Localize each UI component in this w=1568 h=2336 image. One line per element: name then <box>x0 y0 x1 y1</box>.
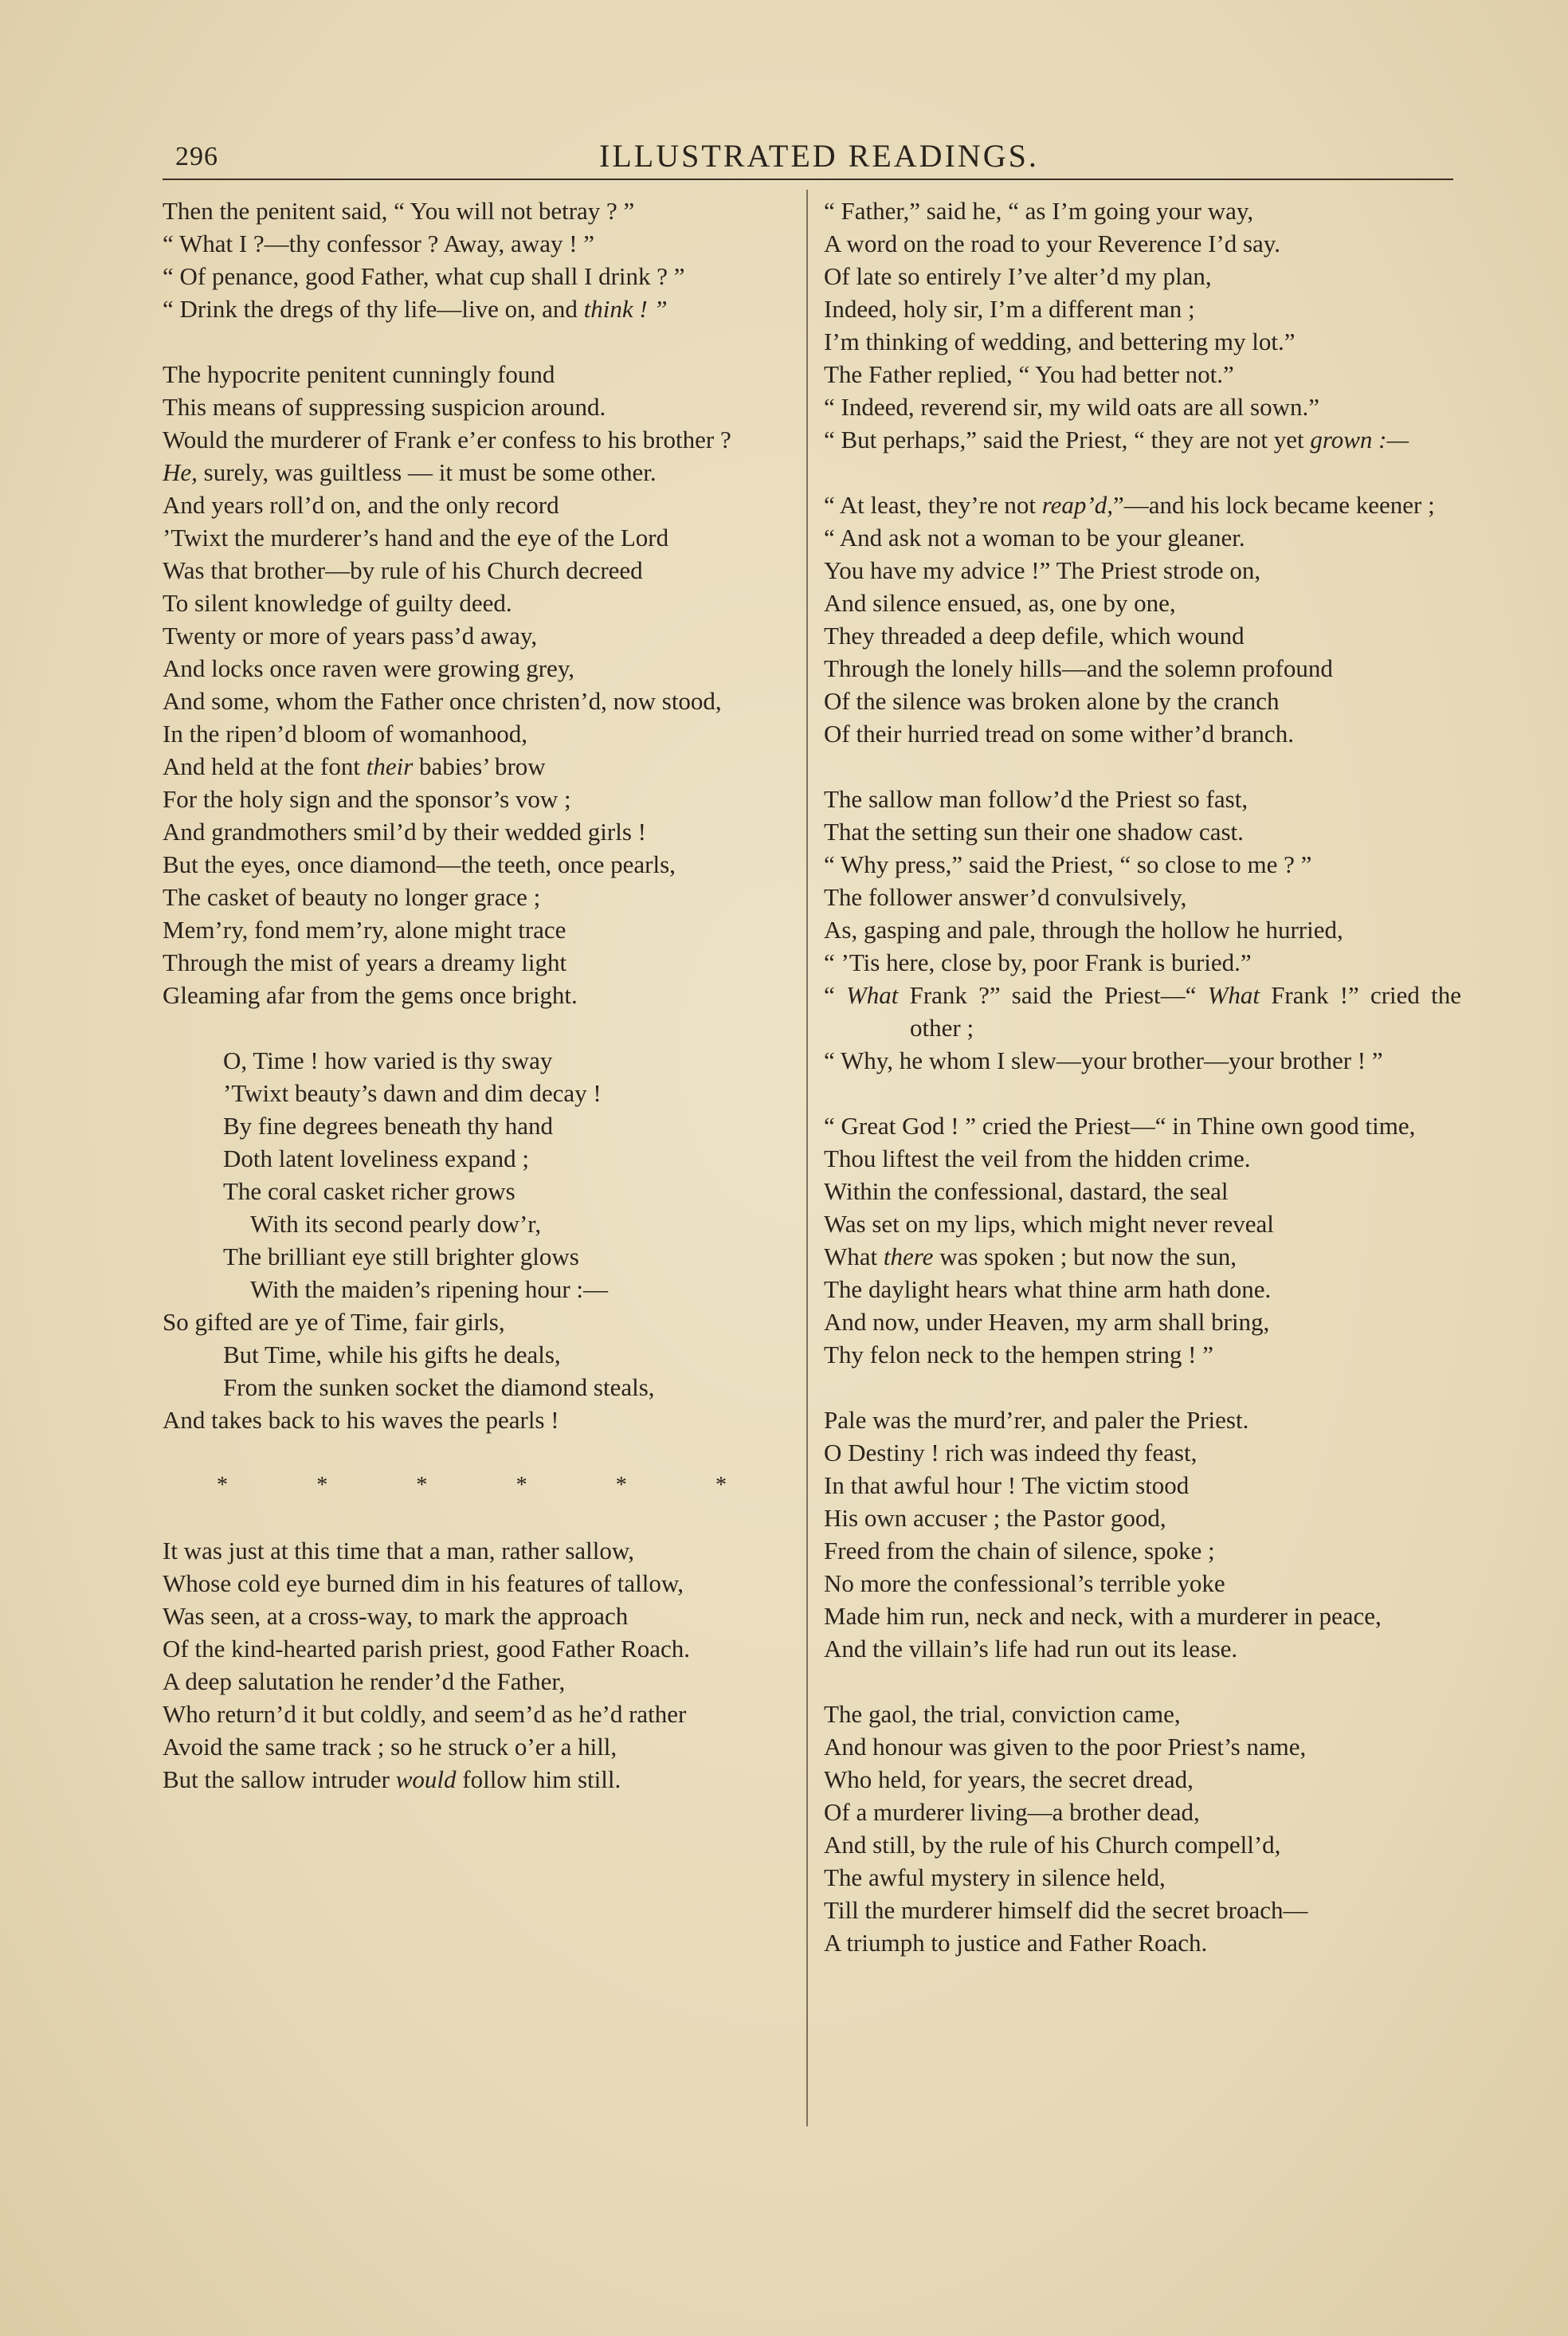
verse-line: Who return’d it but coldly, and seem’d as he’d rather <box>163 1700 687 1728</box>
verse-line: And locks once raven were growing grey, <box>163 654 575 682</box>
verse-line: And honour was given to the poor Priest’s name, <box>824 1733 1307 1761</box>
verse-line: “ Why, he whom I slew—your brother—your brother ! ” <box>824 1046 1383 1074</box>
verse-line: The follower answer’d convulsively, <box>824 883 1187 911</box>
inset-poem <box>163 1044 797 1436</box>
verse-line: The daylight hears what thine arm hath done. <box>824 1275 1272 1303</box>
verse-line: The awful mystery in silence held, <box>824 1863 1166 1891</box>
verse-line: “ Of penance, good Father, what cup shall I drink ? ” <box>163 262 685 290</box>
stanza <box>163 194 797 325</box>
verse-line: Then the penitent said, “ You will not betray ? ” <box>163 197 635 225</box>
verse-line: In the ripen’d bloom of womanhood, <box>163 720 528 748</box>
verse-line: Avoid the same track ; so he struck o’er a hill, <box>163 1733 617 1761</box>
asterisk: * <box>515 1473 527 1498</box>
verse-text: ”—and his lock became keener ; <box>1113 491 1435 519</box>
verse-line: “ Indeed, reverend sir, my wild oats are all sown.” <box>824 393 1319 421</box>
verse-line: No more the confessional’s terrible yoke <box>824 1569 1225 1597</box>
verse-line: “ ’Tis here, close by, poor Frank is buried.” <box>824 948 1252 976</box>
verse-line: And takes back to his waves the pearls ! <box>163 1406 559 1434</box>
section-break-asterisks <box>217 1469 727 1502</box>
verse-line: O Destiny ! rich was indeed thy feast, <box>824 1439 1198 1466</box>
verse-line: And now, under Heaven, my arm shall bring, <box>824 1308 1270 1336</box>
verse-line: And years roll’d on, and the only record <box>163 491 559 519</box>
verse-line: Indeed, holy sir, I’m a different man ; <box>824 295 1195 323</box>
verse-line: Of the silence was broken alone by the cranch <box>824 687 1280 715</box>
verse-line: Within the confessional, dastard, the seal <box>824 1177 1229 1205</box>
page-header <box>163 134 1453 179</box>
verse-line: This means of suppressing suspicion around. <box>163 393 606 421</box>
verse-text: What <box>824 1243 884 1270</box>
verse-line: ’Twixt the murderer’s hand and the eye of the Lord <box>163 524 669 552</box>
verse-line <box>163 750 797 783</box>
verse-text: Frank !” cried the other ; <box>910 981 1461 1042</box>
verse-line: Of late so entirely I’ve alter’d my plan, <box>824 262 1212 290</box>
verse-line: “ Great God ! ” cried the Priest—“ in Thine own good time, <box>824 1112 1416 1140</box>
verse-line: Of their hurried tread on some wither’d branch. <box>824 720 1294 748</box>
verse-line: And grandmothers smil’d by their wedded girls ! <box>163 818 646 846</box>
verse-text: “ Drink the dregs of thy life—live on, and <box>163 295 584 323</box>
verse-line: “ Why press,” said the Priest, “ so close to me ? ” <box>824 850 1312 878</box>
verse-line: Who held, for years, the secret dread, <box>824 1765 1194 1793</box>
verse-line: Through the mist of years a dreamy light <box>163 948 567 976</box>
verse-line: So gifted are ye of Time, fair girls, <box>163 1308 505 1336</box>
verse-text: surely, was guiltless — it must be some other. <box>197 458 657 486</box>
column-divider <box>806 190 808 2126</box>
verse-text: “ At least, they’re not <box>824 491 1042 519</box>
verse-line: A word on the road to your Reverence I’d say. <box>824 230 1281 257</box>
verse-line: “ What I ?—thy confessor ? Away, away ! ” <box>163 230 595 257</box>
verse-line: Would the murderer of Frank e’er confess to his brother ? <box>163 426 731 453</box>
verse-line: Pale was the murd’rer, and paler the Priest. <box>824 1406 1249 1434</box>
italic-text: What <box>845 981 899 1009</box>
left-column <box>163 194 797 1828</box>
verse-line: Freed from the chain of silence, spoke ; <box>824 1537 1215 1565</box>
asterisk: * <box>416 1473 428 1498</box>
verse-line: As, gasping and pale, through the hollow he hurried, <box>824 916 1343 944</box>
verse-line: A triumph to justice and Father Roach. <box>824 1929 1208 1957</box>
italic-text: their <box>366 752 414 780</box>
verse-line: You have my advice !” The Priest strode on, <box>824 556 1261 584</box>
stanza <box>163 1534 797 1796</box>
verse-line: I’m thinking of wedding, and bettering my lot.” <box>824 328 1296 355</box>
verse-line: By fine degrees beneath thy hand <box>223 1112 554 1140</box>
italic-text: there <box>883 1243 934 1270</box>
verse-line: Of the kind-hearted parish priest, good Father Roach. <box>163 1635 691 1663</box>
verse-line: They threaded a deep defile, which wound <box>824 622 1245 650</box>
verse-line <box>824 1240 1461 1273</box>
verse-line: “ Father,” said he, “ as I’m going your way, <box>824 197 1254 225</box>
verse-line: The casket of beauty no longer grace ; <box>163 883 541 911</box>
verse-line: For the holy sign and the sponsor’s vow ; <box>163 785 571 813</box>
verse-line: The hypocrite penitent cunningly found <box>163 360 555 388</box>
verse-line: Was that brother—by rule of his Church decreed <box>163 556 643 584</box>
verse-line: Was set on my lips, which might never reveal <box>824 1210 1274 1238</box>
verse-text: Frank ?” said the Priest—“ <box>898 981 1208 1009</box>
verse-line: The brilliant eye still brighter glows <box>223 1243 579 1270</box>
verse-text: follow him still. <box>456 1765 621 1793</box>
verse-text: “ But perhaps,” said the Priest, “ they are not yet <box>824 426 1311 453</box>
stanza <box>824 489 1461 750</box>
asterisk: * <box>316 1473 328 1498</box>
italic-text: would <box>395 1765 457 1793</box>
verse-line: Gleaming afar from the gems once bright. <box>163 981 578 1009</box>
verse-line: From the sunken socket the diamond steals, <box>223 1373 655 1401</box>
italic-text: What <box>1207 981 1260 1009</box>
verse-line: But the eyes, once diamond—the teeth, once pearls, <box>163 850 676 878</box>
verse-line: O, Time ! how varied is thy sway <box>223 1046 553 1074</box>
verse-line: The sallow man follow’d the Priest so fast, <box>824 785 1249 813</box>
asterisk: * <box>715 1473 727 1498</box>
page-number: 296 <box>175 142 218 171</box>
italic-text: grown :— <box>1310 426 1409 453</box>
verse-line: “ And ask not a woman to be your gleaner. <box>824 524 1245 552</box>
verse-line: Through the lonely hills—and the solemn profound <box>824 654 1333 682</box>
verse-line: That the setting sun their one shadow cast. <box>824 818 1244 846</box>
verse-line: And silence ensued, as, one by one, <box>824 589 1176 617</box>
verse-line: With the maiden’s ripening hour :— <box>250 1275 609 1303</box>
verse-line <box>824 489 1461 521</box>
verse-line <box>824 423 1461 456</box>
verse-line <box>824 979 1461 1044</box>
running-title: ILLUSTRATED READINGS. <box>599 138 1039 174</box>
verse-text: babies’ brow <box>413 752 546 780</box>
verse-line <box>163 1763 797 1796</box>
stanza <box>824 783 1461 1077</box>
italic-text: think ! ” <box>583 295 668 323</box>
asterisk: * <box>217 1473 228 1498</box>
verse-line: Thou liftest the veil from the hidden crime. <box>824 1144 1251 1172</box>
italic-text: reap’d, <box>1041 491 1113 519</box>
verse-line: With its second pearly dow’r, <box>250 1210 542 1238</box>
stanza <box>824 194 1461 456</box>
stanza <box>824 1109 1461 1371</box>
verse-line: Whose cold eye burned dim in his features of tallow, <box>163 1569 684 1597</box>
stanza <box>824 1404 1461 1665</box>
verse-line: But Time, while his gifts he deals, <box>223 1341 561 1368</box>
verse-text: “ <box>824 981 846 1009</box>
verse-line: Twenty or more of years pass’d away, <box>163 622 538 650</box>
verse-line: His own accuser ; the Pastor good, <box>824 1504 1166 1532</box>
verse-line: And the villain’s life had run out its lease. <box>824 1635 1238 1663</box>
verse-line: The gaol, the trial, conviction came, <box>824 1700 1181 1728</box>
verse-line: Made him run, neck and neck, with a murderer in peace, <box>824 1602 1382 1630</box>
verse-line: Mem’ry, fond mem’ry, alone might trace <box>163 916 566 944</box>
verse-line: The Father replied, “ You had better not.” <box>824 360 1234 388</box>
verse-line: Doth latent loveliness expand ; <box>223 1144 529 1172</box>
verse-line: To silent knowledge of guilty deed. <box>163 589 512 617</box>
verse-text: But the sallow intruder <box>163 1765 396 1793</box>
verse-line: In that awful hour ! The victim stood <box>824 1471 1190 1499</box>
italic-text: He, <box>163 458 198 486</box>
verse-line <box>163 456 797 489</box>
verse-line: A deep salutation he render’d the Father, <box>163 1667 566 1695</box>
verse-line: Was seen, at a cross-way, to mark the approach <box>163 1602 629 1630</box>
verse-line: The coral casket richer grows <box>223 1177 515 1205</box>
verse-line: Till the murderer himself did the secret broach— <box>824 1896 1308 1924</box>
verse-line: It was just at this time that a man, rather sallow, <box>163 1537 635 1565</box>
right-column <box>824 194 1461 1992</box>
verse-line: Of a murderer living—a brother dead, <box>824 1798 1200 1826</box>
stanza <box>163 358 797 1011</box>
verse-text: And held at the font <box>163 752 367 780</box>
asterisk: * <box>615 1473 627 1498</box>
verse-line: And some, whom the Father once christen’d, now stood, <box>163 687 722 715</box>
verse-line: ’Twixt beauty’s dawn and dim decay ! <box>223 1079 602 1107</box>
verse-line: Thy felon neck to the hempen string ! ” <box>824 1341 1213 1368</box>
header-rule <box>163 179 1453 180</box>
verse-line <box>163 292 797 325</box>
verse-line: And still, by the rule of his Church compell’d, <box>824 1831 1281 1859</box>
verse-text: was spoken ; but now the sun, <box>933 1243 1237 1270</box>
stanza <box>824 1698 1461 1959</box>
